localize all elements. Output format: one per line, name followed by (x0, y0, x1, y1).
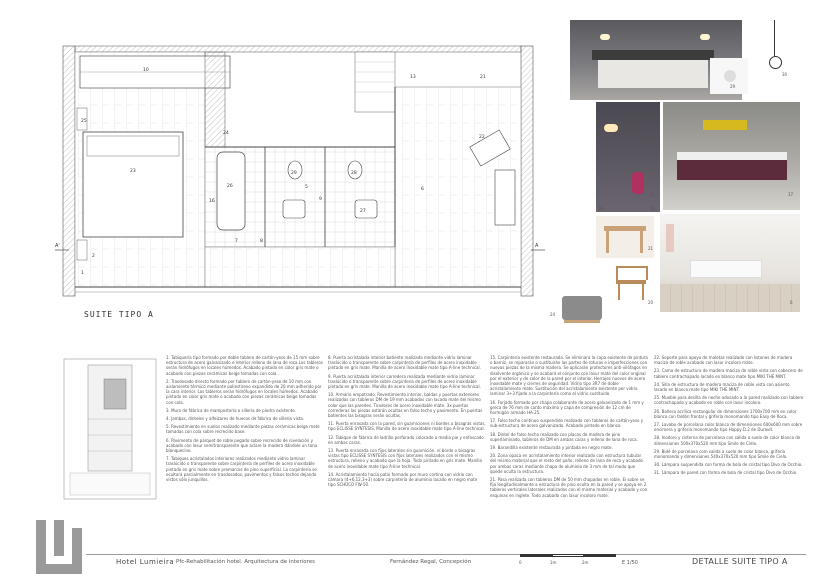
scale-tick: 2m (582, 560, 589, 565)
photo-pendant-lamp (750, 20, 800, 80)
plan-label: 21 (480, 75, 486, 80)
note: 7. Tabiques acristalados interiores realizados mediante vidrio laminar traslúcido o transparente sobre carpintería de perfiles de acero inoxidable pintado en gris mate sobre premarcos de pino superficial. La carpintería se ocultará parcialmente en trasdosados, pavimentos y falsos techos dejando vistos sólo junquillos. (166, 456, 317, 483)
note: 13. Puerta enrasada con fijos laterales sin guarnición, ni borde o bisagras vistas tipo ECLISSE SYNTESIS con fijos laterales realizados con el mismo estructura, relleno y acabado que la hoja. Todo pintado en gris mate. Manilla de acero inoxidable mate tipo A-line technical. (328, 448, 482, 469)
plan-label: 26 (227, 184, 233, 189)
note: 22. Soporte para apoyo de maletas realizado con listones de madera maciza de roble acabado con lasur incoloro mate. (654, 355, 793, 366)
plan-label: 16 (209, 199, 215, 204)
plan-label: 8 (260, 239, 263, 244)
note: 9. Puerta acristalada interior corredera realizada mediante vidrio laminar traslúcido o transparente sobre carpintería de perfiles de acero inoxidable pintado en gris mate. Manilla de acero inoxidable mate tipo A-line technical. (328, 373, 481, 390)
scale-tick: 0 (519, 560, 522, 565)
note: 30. Lámpara suspendida con forma de bola de cristal tipo Divo de Occhio. (654, 462, 803, 468)
note: 16. Forjado formado por chapa colaborante de acero galvanizado de 1 mm y greca de 76 mm de canto máximo y capa de compresión de 12 cm de hormigón armado HA-25. (490, 399, 644, 416)
note: 2. Trasdosado directo formado por tablero de cartón-yeso de 10 mm con aislamiento térmico mediante poliestireno expandido de 20 mm adherido por la cara interior. Los tableros serán hidrófugos en locales húmedos. Acabado pintado en color gris mate o acabado con piezas cerámicas beige tomadas con cola. (166, 378, 322, 405)
plan-label: 2 (92, 254, 95, 259)
photo-armchair-grey (556, 288, 608, 330)
plan-label: 7 (235, 239, 238, 244)
note: 5. Revestimiento en suelos realizado mediante piezas cerámicas beige mate tomadas con cola sobre recrecido base. (166, 424, 320, 435)
scale-label: E 1/50 (622, 560, 638, 566)
note: 26. Bañera acrílica rectangular de dimensiones 1700x700 mm en color blanco con faldón frontal y grifería monomando tipo Easy de Roca. (654, 408, 797, 419)
photo-number: 19 (598, 206, 604, 211)
photo-number: 29 (730, 84, 736, 89)
plan-label: 22 (479, 135, 485, 140)
note: 12. Tabique de fábrica de ladrillo perforado colocado a media pie y enfoscado en ambas caras. (328, 434, 484, 445)
notes-column-1 (166, 355, 324, 485)
note: 25. Mueble para desilla de noche adosado a la pared realizado con tablero contrachapado y acabado en roble con lasur incoloro. (654, 395, 804, 406)
photo-number: 24 (550, 312, 556, 317)
note: 21. Pasa realizada con tableros DM de 50 mm chapados en roble. El sobre se fija longitudinalmente a estructura de pino oculta en la pared y se apoya en 2 tableros verticales laterales realizados con el mismo material y acabado y con esquinas en inglete. Todo acabado con lasur incoloro mate. (490, 477, 648, 498)
plan-label: 6 (421, 187, 424, 192)
note: 1. Tabiquería tipo formado por doble tablero de cartón-yeso de 15 mm sobre estructura de acero galvanizado e interior relleno de lana de roca.Los tableros serán hidrófugos en locales húmedos. Acabado pintado en color gris mate o acabado con piezas cerámicas beige tomadas con cola. (166, 355, 323, 376)
photo-number: 21 (648, 246, 654, 251)
note: 14. Acristalamiento hacia patio formado por muro cortina con vidrio con cámara (4+6,12,3+3) sobre carpintería de aluminio lacado en negro mate tipo SCHÜCO FW-50. (328, 471, 478, 488)
photo-chair-white (608, 262, 654, 304)
note: 31. Lámpara de pared con forma de bola de cristal tipo Divo de Occhio. (654, 470, 798, 476)
project-name: Hotel Lumieira (116, 558, 175, 566)
logo-mark (36, 520, 82, 574)
note: 23. Cama de estructura de madera maciza de roble vista con cabecero de tablero contrachapado lacado en blanco mate tipo MIKI THE MINT. (654, 368, 803, 379)
floor-plan (55, 42, 545, 302)
note: 15. Carpintería existente restaurada. Se eliminará la capa existente de pintura o barniz, se repararán o sustituirán las partes de roturas e imperfecciones con nuevas piezas de la misma madera. Se aplicarán protectores anti-xilófagos en disolvente orgánico y se acabará el conjunto con lasur mate del color original por el exterior y de color de la pared por el interior. Herrajes nuevos de acero inoxidable mate y cierres de seguridad. Vidrio tipo 3R7 de doble acristalamiento mate. Sustitución del acristalamiento existente por vidrio laminar 3+3 fijado a la carpintería como el vidrio sustituido. (490, 355, 648, 397)
note: 6. Pavimento de parquet de roble pegado sobre recrecido de nivelación y acabado con lasur semitransparente que aclare la madera dándole un tono blanquecino. (166, 437, 318, 454)
detail-title: DETALLE SUITE TIPO A (692, 557, 788, 566)
plan-label: 23 (130, 169, 136, 174)
photo-yellow-shelf-bed (663, 102, 800, 210)
photo-number: 22 (650, 192, 656, 197)
plan-label: 5 (305, 185, 308, 190)
plan-label: 28 (351, 171, 357, 176)
note: 3. Muro de fábrica de mampostería o sillería de piedra existente. (166, 407, 296, 413)
photo-wall-lamp (710, 58, 748, 94)
key-plan (60, 355, 160, 503)
scale-tick: 1m (550, 560, 557, 565)
photo-number: 20 (648, 300, 654, 305)
note: 19. Barandilla existente restaurada y pintada en negro mate. (490, 445, 613, 451)
note: 10. Armario empotrado. Revestimiento interior, baldas y puertas exteriores realizadas con tableros DM de 19 mm acabados con lacado mate del mismo color que las paredes. Tiradores de acero inoxidable mate. 3x puertas correderas las piezas estarán ocultas en falso techo y pavimento. En puertas batientes las bisagras serán ocultas. (328, 392, 483, 419)
project-subtitle: Pfc-Rehabilitación hotel. Arquitectura de interiores (176, 559, 315, 565)
note: 28. Inodoro y cisterna de porcelana con salida a suelo de color blanco de dimensiones 500x370x520 mm tipo Smile de Cielo. (654, 435, 801, 446)
note: 24. Silla de estructura de madera maciza de roble vista con asiento lacado en blanco mate tipo MIKI THE MINT. (654, 381, 790, 393)
plan-label: 27 (360, 209, 366, 214)
notes-column-2 (328, 355, 486, 490)
note: 27. Lavabo de porcelana color blanco de dimensiones 600x600 mm sobre encimera y grifería monomando tipo Happy D.2 de Duravit. (654, 422, 803, 433)
section-mark-a-prime: A' (55, 243, 60, 249)
note: 18. Dintel de falso techo realizado con placas de madera de pino superlaminado, tableros de DM en ambas caras y relleno de lana de roca. (490, 431, 638, 442)
plan-label: 25 (81, 119, 87, 124)
plan-label: 13 (410, 75, 416, 80)
footer-rule (86, 554, 806, 555)
author-name: Fernández Regal, Concepción (390, 559, 472, 565)
photo-number: 6 (790, 300, 793, 305)
note: 11. Puerta enrasada con la pared, sin guarniciones ni bordes o bisagras vistas, tipo ECLISSE SYNTESIS. Manilla de acero inoxidable mate tipo A-line technical. (328, 421, 486, 432)
notes-column-4 (654, 355, 804, 479)
plan-label: 1 (81, 271, 84, 276)
plan-label: 24 (223, 131, 229, 136)
plan-label: 29 (291, 171, 297, 176)
note: 4. Jambas, dinteles y alfeizares de huecos de fábrica de sillería vista. (166, 416, 305, 422)
photo-white-living (660, 214, 800, 312)
scale-bar (520, 554, 616, 558)
note: 8. Puerta acristalada interior batiente realizada mediante vidrio laminar traslúcido o transparente sobre carpintería de perfiles de acero inoxidable pintado en gris mate. Manilla de acero inoxidable mate tipo A-line technical. (328, 355, 481, 371)
section-mark-a: A (535, 243, 539, 249)
plan-label: 10 (143, 68, 149, 73)
note: 29. Bidé de porcelana com salida a suelo de color blanco, grifería monomando y dimensiones 540x370x520 mm tipo Smile de Cielo. (654, 448, 788, 460)
photo-number: 17 (788, 192, 794, 197)
note: 17. Falso techo continuo suspendido realizado con tableros de cartón-yeso y sub-estructura de acero galvanizado. Acabado pintado en blanco. (490, 418, 644, 429)
photo-number: 18 (650, 206, 656, 211)
photo-number: 30 (782, 72, 788, 77)
photo-wood-desk (596, 216, 654, 258)
note: 20. Zona opaca en acristalamiento interior realizado con estructura tubular del mismo material que el resto del paño, relleno de lana de roca y acabado por ambas caras mediante chapa de aluminio de 3 mm de tal modo que quede oculta la estructura. (490, 453, 643, 474)
notes-column-3 (490, 355, 648, 501)
sheet-title: SUITE TIPO A (84, 310, 154, 319)
plan-label: 9 (319, 197, 322, 202)
